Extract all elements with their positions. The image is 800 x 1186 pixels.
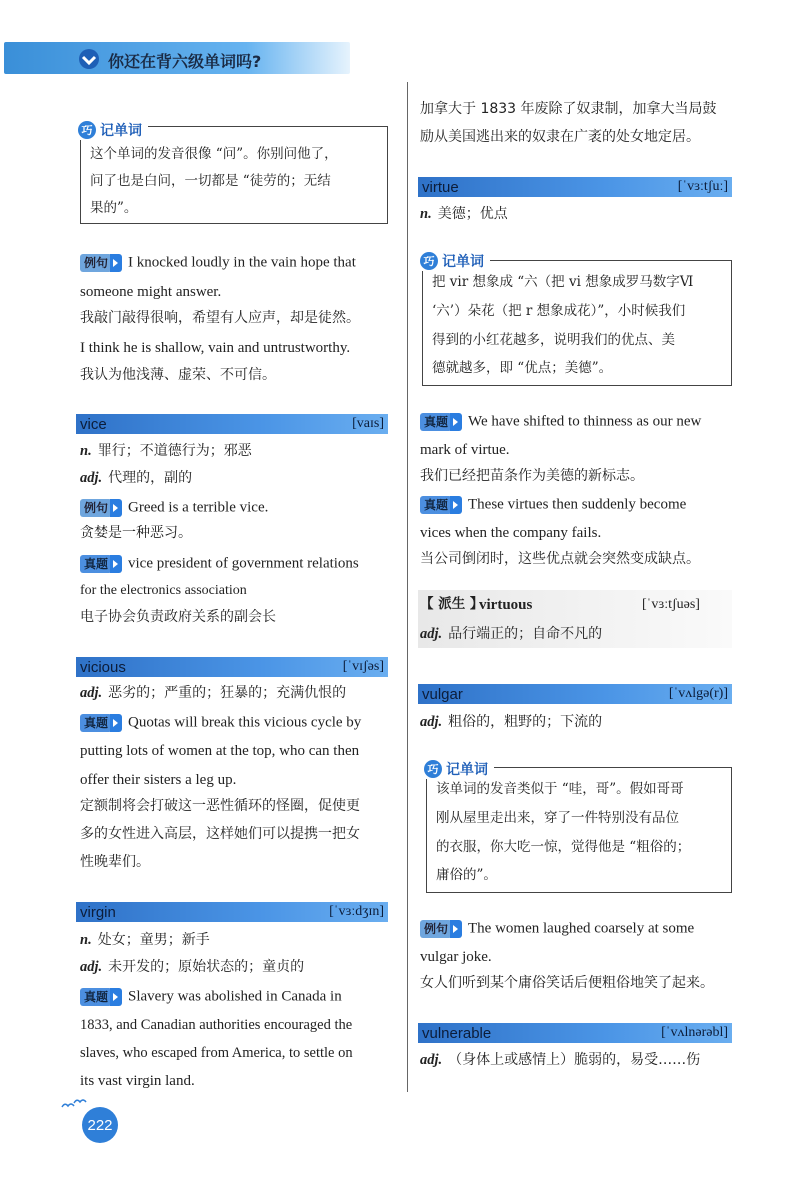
exam-line: vices when the company fails.	[420, 525, 602, 541]
word-bar-vice	[76, 414, 388, 434]
memo-line: 庸俗的”。	[436, 867, 497, 883]
memo-line: 德就越多，即 “优点；美德”。	[432, 360, 613, 376]
arrow-icon	[110, 499, 122, 517]
exam-line: for the electronics association	[80, 583, 247, 598]
example-line: 例句 Greed is a terrible vice.	[80, 499, 268, 517]
arrow-icon	[450, 920, 462, 938]
exam-line: 真题 We have shifted to thinness as our new	[420, 413, 701, 431]
exam-translation: 励从美国逃出来的奴隶在广袤的处女地定居。	[420, 129, 700, 145]
example-line: I think he is shallow, vain and untrustworthy.	[80, 340, 351, 356]
headword: vulnerable	[422, 1025, 492, 1042]
derived-tag: 【 派生 】	[420, 596, 484, 612]
memo-icon: 巧	[424, 760, 442, 778]
chapter-title: 你还在背六级单词吗?	[108, 52, 262, 71]
memo-line: 果的”。	[90, 200, 138, 216]
headword: vicious	[80, 659, 126, 676]
memo-line: 问了也是白问，一切都是 “徒劳的；无结	[90, 173, 331, 189]
exam-tag: 真题	[420, 496, 452, 514]
example-line: 例句 I knocked loudly in the vain hope that	[80, 254, 388, 272]
birds-icon	[60, 1097, 90, 1111]
exam-translation: 定额制将会打破这一恶性循环的怪圈，促使更	[80, 798, 360, 814]
headword: vulgar	[422, 686, 463, 703]
example-line: vulgar joke.	[420, 949, 492, 965]
derived-word: virtuous	[479, 597, 533, 613]
memo-line: 刚从屋里走出来，穿了一件特别没有品位	[436, 810, 679, 826]
phonetic: [ˈvɜːdʒɪn]	[329, 904, 384, 919]
chevron-down-icon	[76, 48, 102, 70]
arrow-icon	[110, 714, 122, 732]
exam-translation: 性晚辈们。	[80, 854, 150, 870]
memo-line: 把 vir 想象成 “六（把 vi 想象成罗马数字Ⅵ	[432, 274, 694, 290]
definition: adj. 未开发的；原始状态的；童贞的	[80, 959, 305, 975]
word-bar-virtue	[418, 177, 732, 197]
exam-line: 真题 Quotas will break this vicious cycle by	[80, 714, 361, 732]
exam-line: 真题 vice president of government relations	[80, 555, 359, 573]
memo-label: 巧 记单词	[78, 120, 148, 140]
definition: n. 美德；优点	[420, 206, 508, 222]
exam-line: 真题 Slavery was abolished in Canada in	[80, 988, 342, 1006]
example-translation: 贪婪是一种恶习。	[80, 525, 192, 541]
exam-tag: 真题	[80, 714, 112, 732]
exam-translation: 我们已经把苗条作为美德的新标志。	[420, 468, 644, 484]
word-bar-vicious	[76, 657, 388, 677]
example-tag: 例句	[80, 499, 112, 517]
arrow-icon	[110, 555, 122, 573]
memo-line: 这个单词的发音很像 “问”。你别问他了，	[90, 146, 338, 162]
exam-line: offer their sisters a leg up.	[80, 772, 237, 788]
example-line: someone might answer.	[80, 284, 222, 300]
definition: n. 罪行；不道德行为；邪恶	[80, 443, 252, 459]
exam-translation: 多的女性进入高层，这样她们可以提携一把女	[80, 826, 360, 842]
memo-icon: 巧	[420, 252, 438, 270]
example-translation: 女人们听到某个庸俗笑话后便粗俗地笑了起来。	[420, 975, 714, 991]
exam-line: its vast virgin land.	[80, 1073, 195, 1089]
arrow-icon	[110, 254, 122, 272]
headword: vice	[80, 416, 107, 433]
memo-label: 巧 记单词	[424, 759, 494, 779]
example-tag: 例句	[80, 254, 112, 272]
exam-tag: 真题	[420, 413, 452, 431]
exam-translation: 当公司倒闭时，这些优点就会突然变成缺点。	[420, 551, 700, 567]
word-bar-virgin	[76, 902, 388, 922]
memo-line: 的衣服，你大吃一惊，觉得他是 “粗俗的；	[436, 839, 691, 855]
definition: adj. 品行端正的；自命不凡的	[420, 626, 603, 642]
memo-line: ‘六’）朵花（把 r 想象成花）”，小时候我们	[432, 303, 686, 319]
arrow-icon	[110, 988, 122, 1006]
exam-line: 1833, and Canadian authorities encouraged the	[80, 1017, 353, 1033]
memo-label: 巧 记单词	[420, 251, 490, 271]
memo-line: 该单词的发音类似于 “哇，哥”。假如哥哥	[436, 781, 684, 797]
derived-phonetic: [ˈvɜːtʃuəs]	[642, 597, 700, 612]
exam-tag: 真题	[80, 988, 112, 1006]
exam-tag: 真题	[80, 555, 112, 573]
phonetic: [ˈvɜːtʃuː]	[677, 179, 728, 194]
definition: adj. 恶劣的；严重的；狂暴的；充满仇恨的	[80, 685, 347, 701]
arrow-icon	[450, 496, 462, 514]
example-translation: 我认为他浅薄、虚荣、不可信。	[80, 367, 276, 383]
exam-translation: 电子协会负责政府关系的副会长	[80, 609, 276, 625]
exam-line: 真题 These virtues then suddenly become	[420, 496, 686, 514]
memo-line: 得到的小红花越多，说明我们的优点、美	[432, 332, 675, 348]
word-bar-vulnerable	[418, 1023, 732, 1043]
example-tag: 例句	[420, 920, 452, 938]
definition: adj. （身体上或感情上）脆弱的，易受……伤	[420, 1052, 701, 1068]
exam-line: putting lots of women at the top, who can then	[80, 743, 360, 759]
phonetic: [ˈvʌlgə(r)]	[668, 686, 728, 701]
definition: adj. 粗俗的，粗野的；下流的	[420, 714, 603, 730]
example-translation: 我敲门敲得很响，希望有人应声，却是徒然。	[80, 310, 360, 326]
exam-line: slaves, who escaped from America, to settle on	[80, 1045, 353, 1061]
exam-line: mark of virtue.	[420, 442, 510, 458]
phonetic: [ˈvɪʃəs]	[342, 659, 384, 674]
exam-translation: 加拿大于 1833 年废除了奴隶制，加拿大当局鼓	[420, 101, 717, 117]
headword: virtue	[422, 179, 459, 196]
definition: adj. 代理的，副的	[80, 470, 193, 486]
phonetic: [vaɪs]	[352, 416, 384, 431]
memo-icon: 巧	[78, 121, 96, 139]
page-number: 222	[82, 1107, 118, 1143]
definition: n. 处女；童男；新手	[80, 932, 210, 948]
word-bar-vulgar	[418, 684, 732, 704]
column-divider	[407, 82, 408, 1092]
headword: virgin	[80, 904, 116, 921]
arrow-icon	[450, 413, 462, 431]
example-line: 例句 The women laughed coarsely at some	[420, 920, 694, 938]
phonetic: [ˈvʌlnərəbl]	[661, 1025, 728, 1040]
